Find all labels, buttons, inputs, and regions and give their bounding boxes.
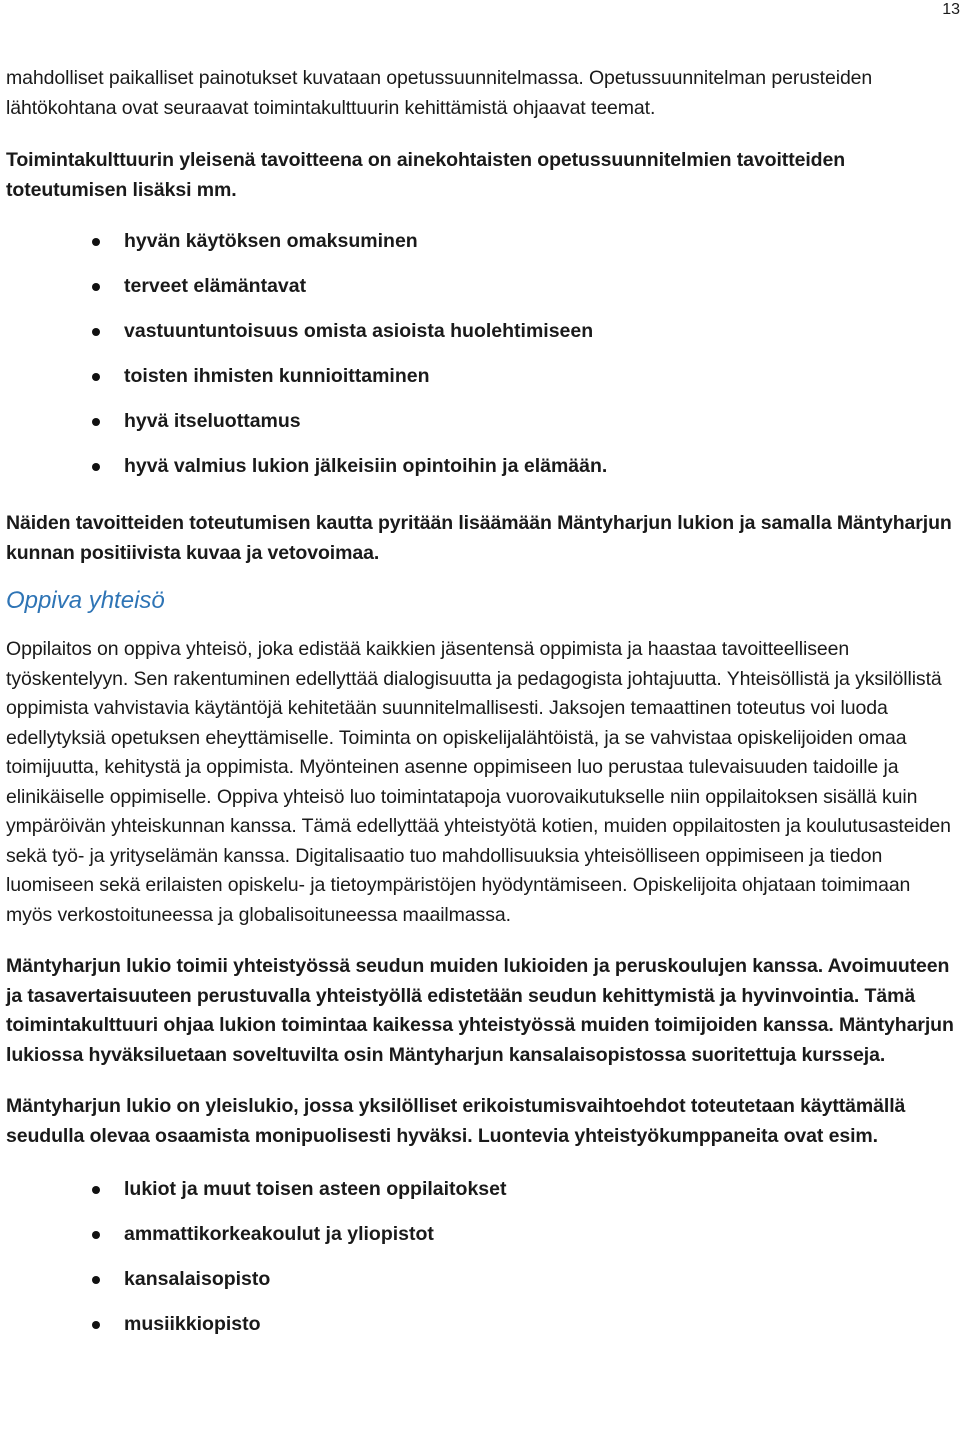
bullet-icon [92, 373, 100, 381]
bullet-icon [92, 1186, 100, 1194]
intro-paragraph: mahdolliset paikalliset painotukset kuvataan opetussuunnitelmassa. Opetussuunnitelman perusteiden lähtökohtana ovat seuraavat toimintakulttuurin kehittämistä ohjaavat teemat. [6, 67, 873, 119]
document-body [6, 64, 956, 1355]
bullet-icon [92, 238, 100, 246]
partners-list [6, 1175, 956, 1355]
list-item: vastuuntuntoisuus omista asioista huolehtimiseen [6, 317, 956, 362]
goals-list [6, 227, 956, 497]
list-item: hyvä valmius lukion jälkeisiin opintoihin ja elämään. [6, 452, 956, 497]
section-heading: Oppiva yhteisö [6, 587, 165, 614]
bullet-icon [92, 1276, 100, 1284]
goals-intro: Toimintakulttuurin yleisenä tavoitteena on ainekohtaisten opetussuunnitelmien tavoitteiden toteutumisen lisäksi mm. [6, 149, 846, 201]
bullet-icon [92, 1231, 100, 1239]
list-item: musiikkiopisto [6, 1310, 956, 1355]
list-item: ammattikorkeakoulut ja yliopistot [6, 1220, 956, 1265]
list-item: kansalaisopisto [6, 1265, 956, 1310]
bullet-icon [92, 463, 100, 471]
list-item: terveet elämäntavat [6, 272, 956, 317]
bullet-icon [92, 283, 100, 291]
goals-outro: Näiden tavoitteiden toteutumisen kautta pyritään lisäämään Mäntyharjun lukion ja samalla Mäntyharjun kunnan positiivista kuvaa ja vetovoimaa. [6, 512, 952, 564]
list-item: lukiot ja muut toisen asteen oppilaitokset [6, 1175, 956, 1220]
list-item: hyvä itseluottamus [6, 407, 956, 452]
list-item: toisten ihmisten kunnioittaminen [6, 362, 956, 407]
bullet-icon [92, 1321, 100, 1329]
bullet-icon [92, 328, 100, 336]
section-body: Oppilaitos on oppiva yhteisö, joka edistää kaikkien jäsentensä oppimista ja haastaa tavoitteelliseen työskentelyyn. Sen rakentuminen edellyttää dialogisuutta ja pedagogista johtajuutta. Yhteisöllistä ja yksilöllistä oppimista vahvistavia käytäntöjä kehitetään suunnitelmallisesti. Jaksojen temaattinen toteutus voi luoda edellytyksiä opetuksen eheyttämiselle. Toiminta on opiskelijalähtöistä, ja se vahvistaa opiskelijoiden omaa toimijuutta, kehitystä ja oppimista. Myönteinen asenne oppimiseen luo perustaa tulevaisuuden taidoille ja elinikäiselle oppimiselle. Oppiva yhteisö luo toimintatapoja vuorovaikutukselle niin oppilaitoksen sisällä kuin ympäröivän yhteiskunnan kanssa. Tämä edellyttää yhteistyötä kotien, muiden oppilaitosten ja koulutusasteiden sekä työ- ja yrityselämän kanssa. Digitalisaatio tuo mahdollisuuksia yhteisölliseen oppimiseen ja tiedon luomiseen sekä erilaisten opiskelu- ja tietoympäristöjen hyödyntämiseen. Opiskelijoita ohjataan toimimaan myös verkostoituneessa ja globalisoituneessa maailmassa. [6, 638, 951, 926]
partners-intro: Mäntyharjun lukio on yleislukio, jossa yksilölliset erikoistumisvaihtoehdot toteutetaan käyttämällä seudulla olevaa osaamista monipuolisesti hyväksi. Luontevia yhteistyökumppaneita ovat esim. [6, 1095, 906, 1147]
cooperation-paragraph: Mäntyharjun lukio toimii yhteistyössä seudun muiden lukioiden ja peruskoulujen kanssa. Avoimuuteen ja tasavertaisuuteen perustuvalla yhteistyöllä edistetään seudun kehittymistä ja hyvinvointia. Tämä toimintakulttuuri ohjaa lukion toimintaa kaikessa yhteistyössä muiden toimijoiden kanssa. Mäntyharjun lukiossa hyväksiluetaan soveltuvilta osin Mäntyharjun kansalaisopistossa suoritettuja kursseja. [6, 955, 954, 1066]
bullet-icon [92, 418, 100, 426]
list-item: hyvän käytöksen omaksuminen [6, 227, 956, 272]
page-number: 13 [942, 1, 960, 18]
